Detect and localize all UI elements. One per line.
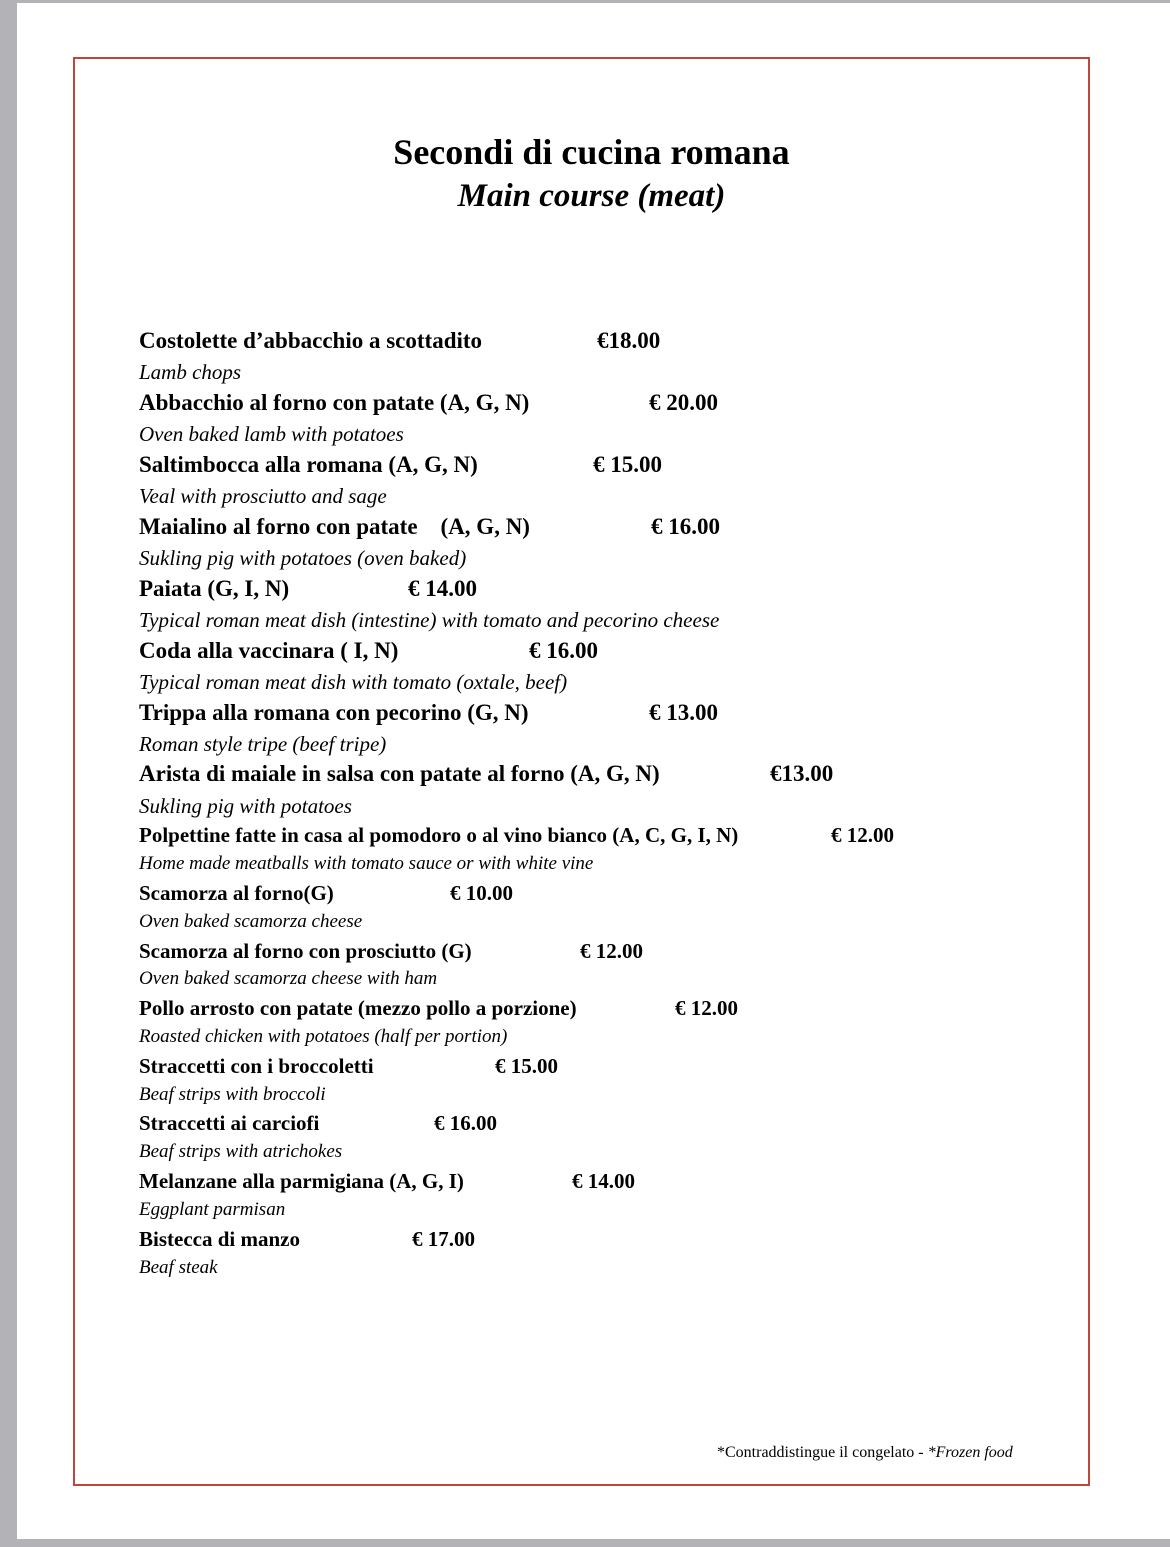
- menu-item-description: Typical roman meat dish (intestine) with tomato and pecorino cheese: [139, 608, 720, 632]
- menu-item-name: Saltimbocca alla romana (A, G, N) € 15.00: [139, 452, 662, 477]
- menu-item-description: Oven baked scamorza cheese with ham: [139, 968, 438, 989]
- menu-item-description: Roasted chicken with potatoes (half per portion): [139, 1026, 508, 1047]
- menu-item-price: € 12.00: [831, 823, 894, 847]
- menu-item-price: € 12.00: [580, 939, 643, 963]
- menu-item-description: Sukling pig with potatoes: [139, 794, 352, 818]
- menu-item-description: Eggplant parmisan: [139, 1199, 286, 1220]
- menu-item-name: Trippa alla romana con pecorino (G, N) € 13.00: [139, 700, 718, 725]
- menu-item-description: Veal with prosciutto and sage: [139, 484, 387, 508]
- menu-item-price: € 16.00: [529, 638, 598, 663]
- menu-item-description: Beaf steak: [139, 1257, 218, 1278]
- menu-item-name: Scamorza al forno(G) € 10.00: [139, 881, 513, 905]
- menu-item-name: Bistecca di manzo € 17.00: [139, 1227, 475, 1251]
- menu-item-price: € 10.00: [450, 881, 513, 905]
- menu-item-description: Typical roman meat dish with tomato (oxtale, beef): [139, 670, 568, 694]
- menu-item-name: Pollo arrosto con patate (mezzo pollo a porzione) € 12.00: [139, 996, 738, 1020]
- page-title: Secondi di cucina romana: [393, 132, 790, 172]
- menu-item-description: Lamb chops: [139, 360, 242, 384]
- menu-item-price: € 16.00: [434, 1111, 497, 1135]
- menu-item-description: Oven baked lamb with potatoes: [139, 422, 404, 446]
- footnote: *Contraddistingue il congelato - *Frozen food: [717, 1444, 1013, 1461]
- menu-item-name: Arista di maiale in salsa con patate al forno (A, G, N) €13.00: [139, 761, 834, 786]
- page-subtitle: Main course (meat): [457, 178, 726, 214]
- menu-item-name: Paiata (G, I, N) € 14.00: [139, 576, 477, 601]
- menu-item-description: Beaf strips with atrichokes: [139, 1141, 343, 1162]
- menu-item-price: € 20.00: [649, 390, 718, 415]
- menu-item-name: Melanzane alla parmigiana (A, G, I) € 14.00: [139, 1169, 635, 1193]
- menu-item-price: € 15.00: [593, 452, 662, 477]
- menu-item-description: Oven baked scamorza cheese: [139, 911, 363, 932]
- menu-item-description: Home made meatballs with tomato sauce or with white vine: [139, 853, 594, 874]
- menu-item-price: €13.00: [770, 761, 834, 786]
- menu-item-description: Beaf strips with broccoli: [139, 1084, 326, 1105]
- menu-item-name: Straccetti ai carciofi € 16.00: [139, 1111, 497, 1135]
- menu-item-price: €18.00: [597, 328, 661, 353]
- menu-item-price: € 13.00: [649, 700, 718, 725]
- menu-item-name: Abbacchio al forno con patate (A, G, N) € 20.00: [139, 390, 718, 415]
- menu-item-name: Coda alla vaccinara ( I, N) € 16.00: [139, 638, 598, 663]
- menu-item-price: € 17.00: [412, 1227, 475, 1251]
- menu-item-name: Maialino al forno con patate (A, G, N) € 16.00: [139, 514, 720, 539]
- menu-item-price: € 12.00: [675, 996, 738, 1020]
- menu-item-price: € 15.00: [495, 1054, 558, 1078]
- menu-item-description: Sukling pig with potatoes (oven baked): [139, 546, 467, 570]
- menu-item-price: € 16.00: [651, 514, 720, 539]
- menu-item-description: Roman style tripe (beef tripe): [139, 732, 387, 756]
- menu-item-price: € 14.00: [408, 576, 477, 601]
- menu-item-name: Scamorza al forno con prosciutto (G) € 12.00: [139, 939, 643, 963]
- menu-item-price: € 14.00: [572, 1169, 635, 1193]
- menu-item-name: Costolette d’abbacchio a scottadito €18.00: [139, 328, 661, 353]
- menu-item-name: Polpettine fatte in casa al pomodoro o al vino bianco (A, C, G, I, N) € 12.00: [139, 823, 894, 847]
- menu-item-name: Straccetti con i broccoletti € 15.00: [139, 1054, 558, 1078]
